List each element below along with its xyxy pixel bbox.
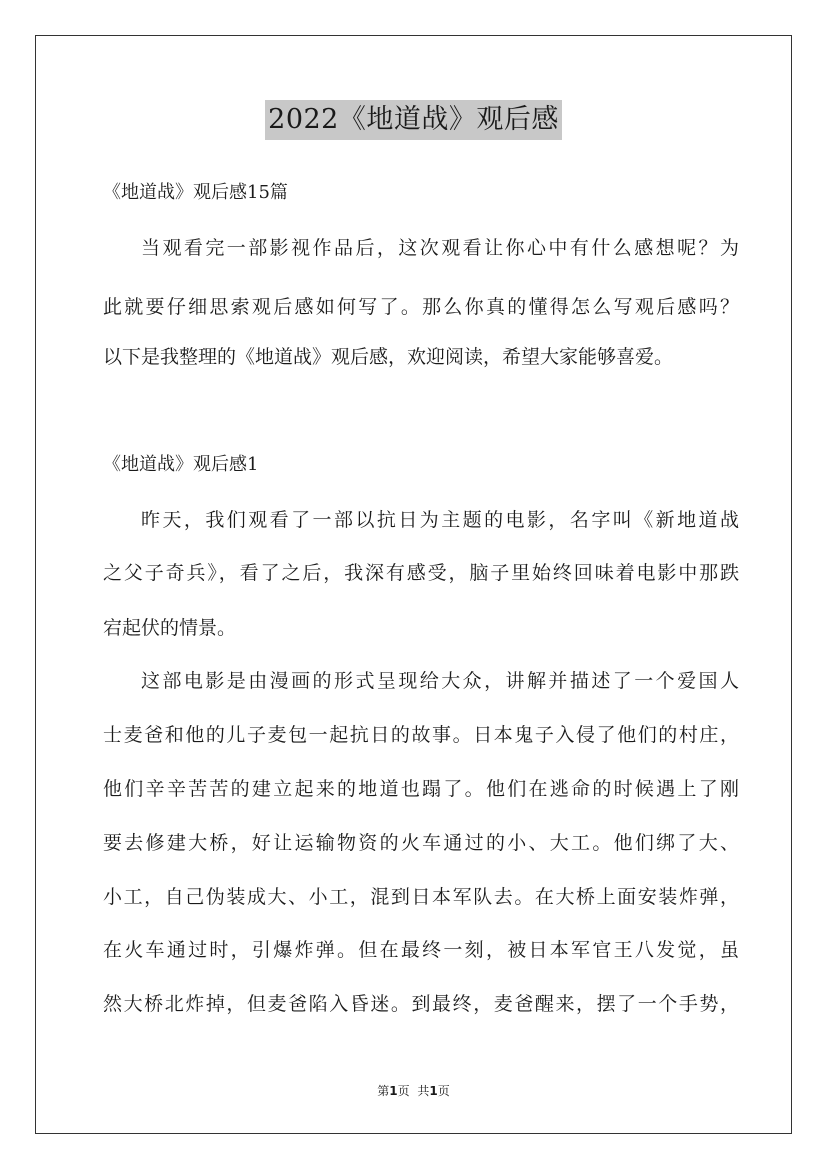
section-heading: 《地道战》观后感1 [103, 454, 259, 475]
paragraph-line: 在火车通过时，引爆炸弹。但在最终一刻，被日本军官王八发觉，虽 [103, 939, 739, 961]
paragraph-line: 宕起伏的情景。 [103, 617, 237, 639]
total-pages: 1 [429, 1084, 438, 1098]
total-prefix: 共 [417, 1084, 430, 1098]
paragraph-line: 要去修建大桥，好让运输物资的火车通过的小、大工。他们绑了大、 [103, 832, 739, 854]
intro-line: 此就要仔细思索观后感如何写了。那么你真的懂得怎么写观后感吗？ [103, 296, 739, 318]
paragraph-line: 士麦爸和他的儿子麦包一起抗日的故事。日本鬼子入侵了他们的村庄， [103, 724, 739, 746]
paragraph-line: 小工，自己伪装成大、小工，混到日本军队去。在大桥上面安装炸弹， [103, 886, 739, 908]
page-number: 1 [389, 1084, 398, 1098]
document-title: 2022《地道战》观后感 [265, 100, 562, 140]
page-suffix: 页 [397, 1084, 410, 1098]
intro-line: 当观看完一部影视作品后，这次观看让你心中有什么感想呢？为 [141, 237, 739, 259]
paragraph-line: 这部电影是由漫画的形式呈现给大众，讲解并描述了一个爱国人 [141, 670, 739, 692]
intro-line: 以下是我整理的《地道战》观后感，欢迎阅读，希望大家能够喜爱。 [103, 346, 674, 368]
paragraph-line: 之父子奇兵》，看了之后，我深有感受，脑子里始终回味着电影中那跌 [103, 562, 739, 584]
paragraph-line: 昨天，我们观看了一部以抗日为主题的电影，名字叫《新地道战 [141, 509, 739, 531]
document-subtitle: 《地道战》观后感15篇 [103, 182, 288, 203]
paragraph-line: 他们辛辛苦苦的建立起来的地道也蹋了。他们在逃命的时候遇上了刚 [103, 778, 739, 800]
page-footer [0, 1082, 827, 1099]
paragraph-line: 然大桥北炸掉，但麦爸陷入昏迷。到最终，麦爸醒来，摆了一个手势， [103, 993, 739, 1015]
page-prefix: 第 [377, 1084, 390, 1098]
total-suffix: 页 [437, 1084, 450, 1098]
